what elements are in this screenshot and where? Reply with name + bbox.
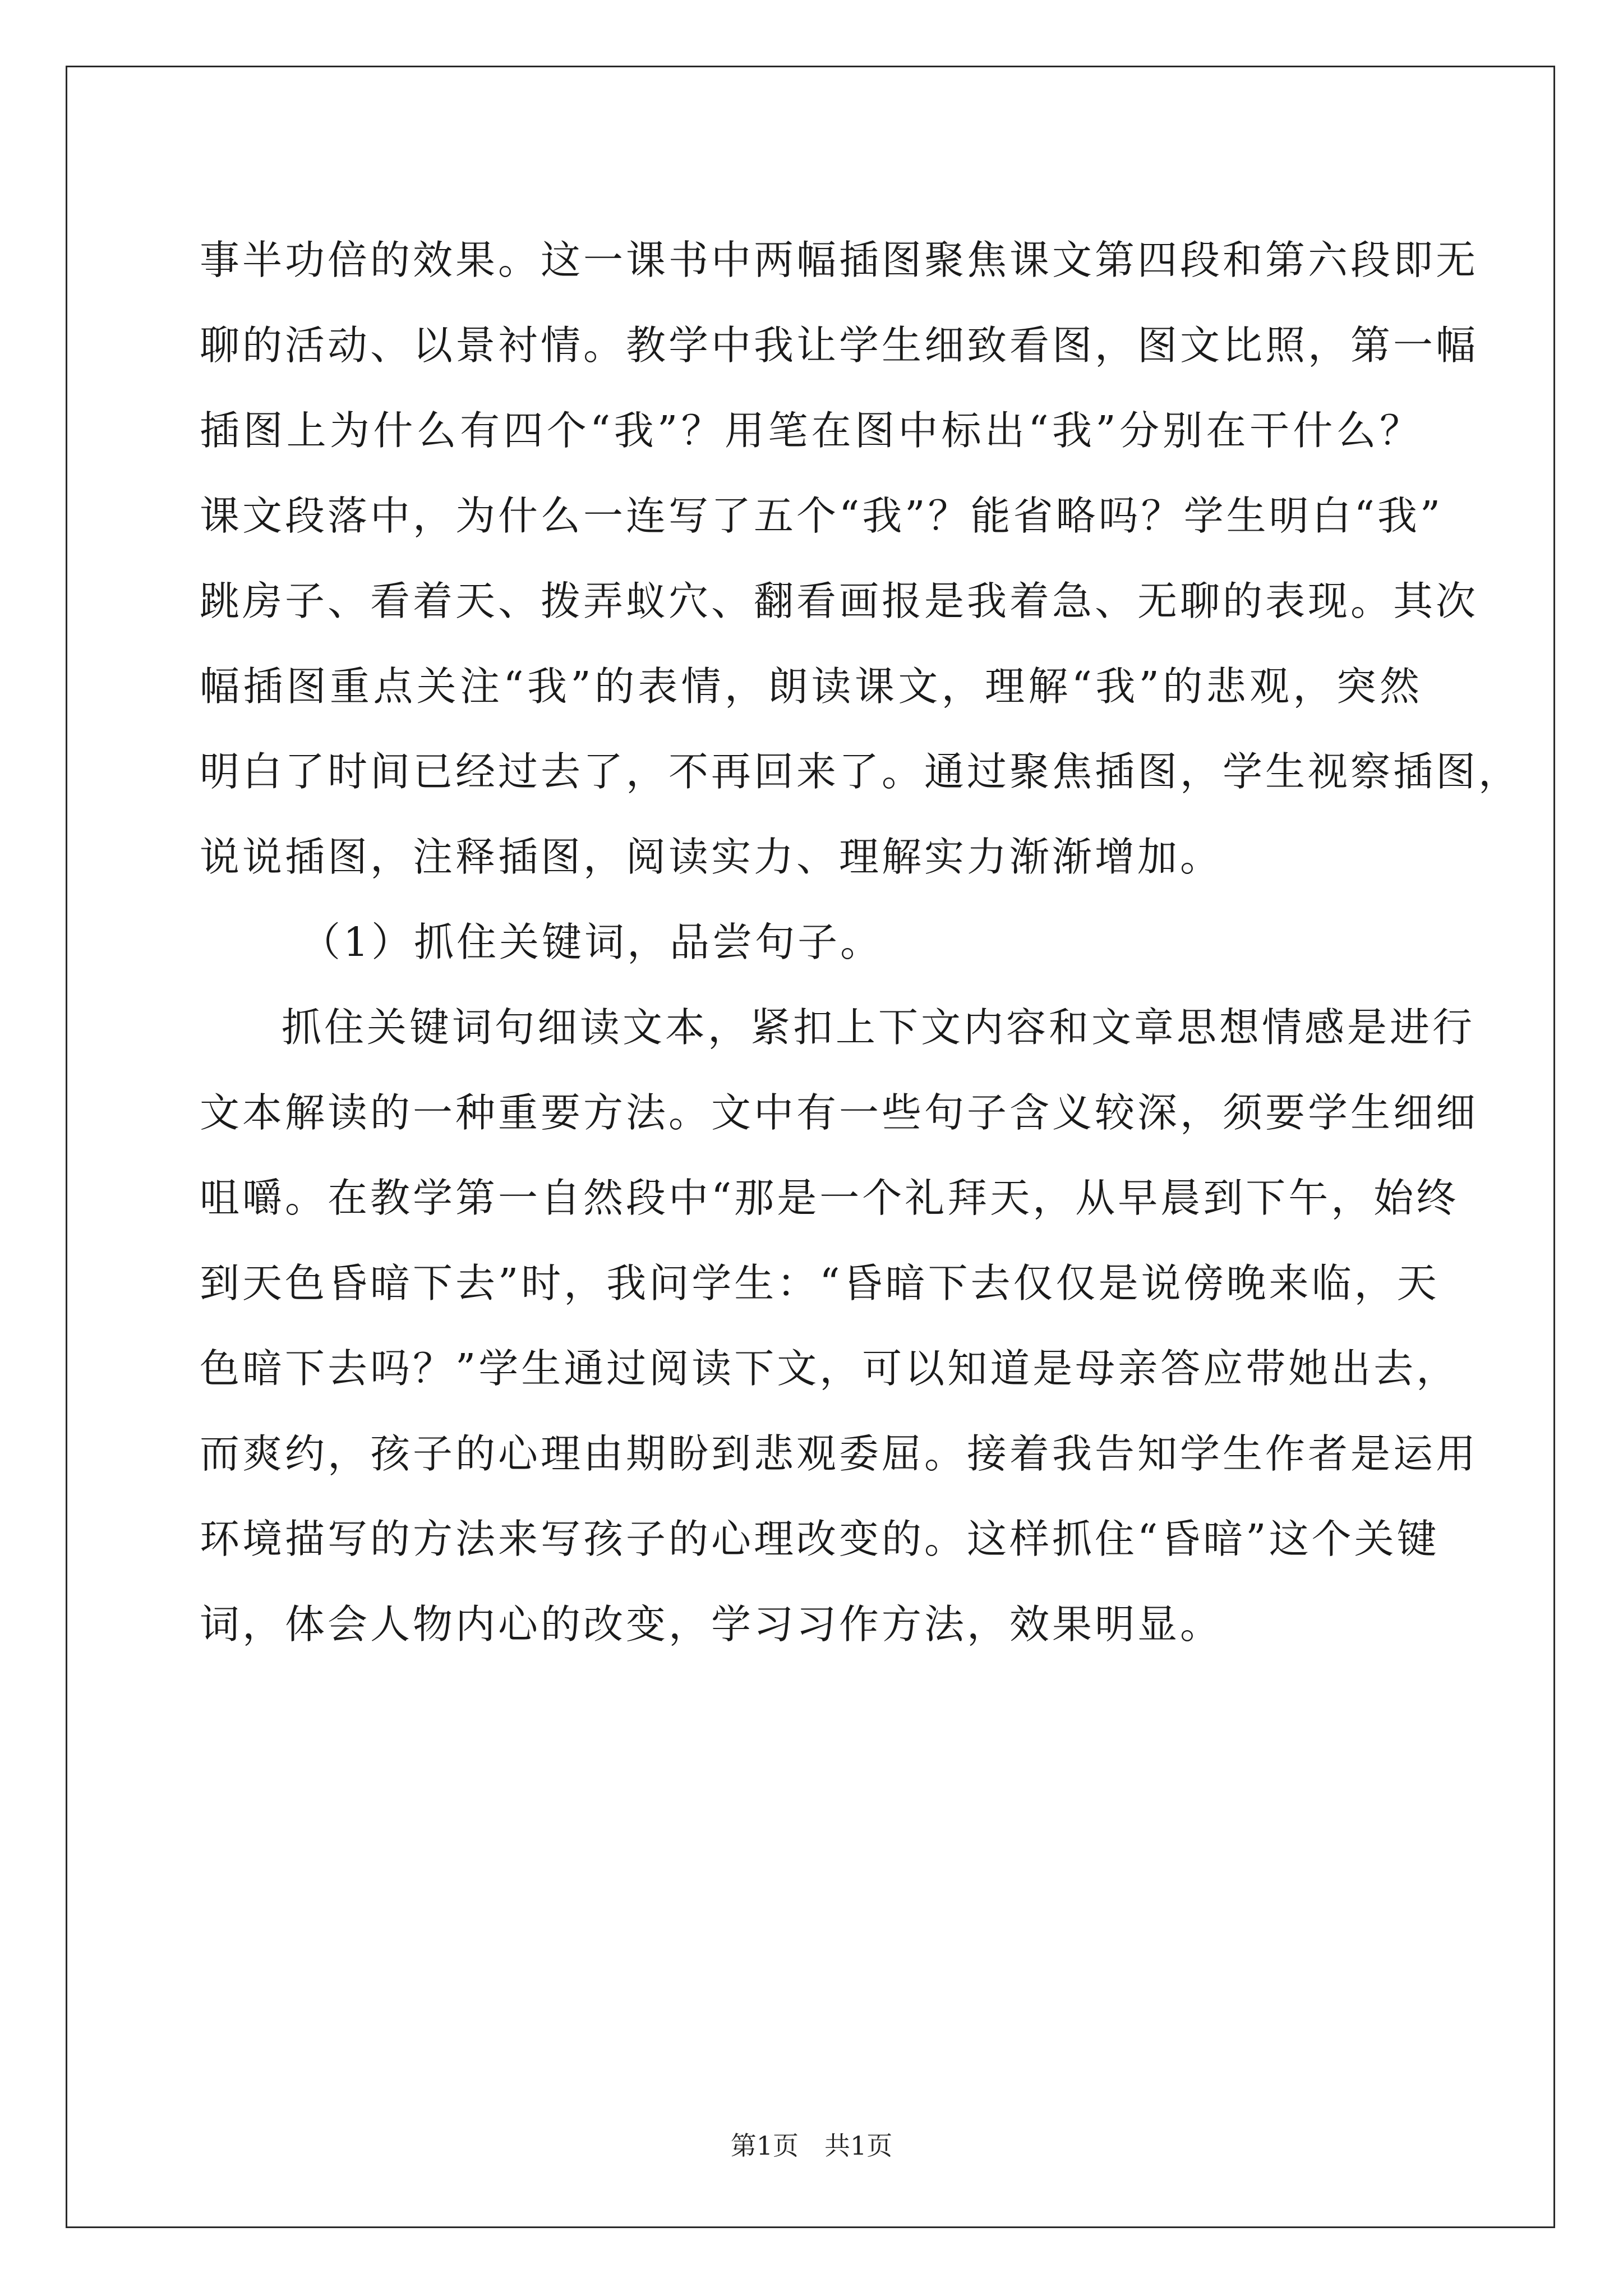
text-line-7: 明白了时间已经过去了，不再回来了。通过聚焦插图，学生视察插图， bbox=[200, 748, 1521, 795]
text-line-3: 插图上为什么有四个“我”？用笔在图中标出“我”分别在干什么？ bbox=[200, 407, 1422, 454]
text-line-16: 环境描写的方法来写孩子的心理改变的。这样抓住“昏暗”这个关键 bbox=[200, 1516, 1440, 1562]
text-line-14: 色暗下去吗？”学生通过阅读下文，可以知道是母亲答应带她出去， bbox=[200, 1345, 1459, 1392]
text-line-4: 课文段落中，为什么一连写了五个“我”？能省略吗？学生明白“我” bbox=[200, 493, 1444, 539]
section-heading: （1）抓住关键词，品尝句子。 bbox=[301, 919, 883, 965]
text-line-2: 聊的活动、以景衬情。教学中我让学生细致看图，图文比照，第一幅 bbox=[200, 322, 1479, 369]
page-number-label: 第1页 共1页 bbox=[730, 2131, 893, 2161]
text-line-10: 抓住关键词句细读文本，紧扣上下文内容和文章思想情感是进行 bbox=[282, 1004, 1476, 1051]
document-body bbox=[200, 218, 1521, 1667]
page-footer bbox=[0, 2129, 1623, 2162]
text-line-1: 事半功倍的效果。这一课书中两幅插图聚焦课文第四段和第六段即无 bbox=[200, 237, 1479, 283]
text-line-8: 说说插图，注释插图，阅读实力、理解实力渐渐增加。 bbox=[200, 834, 1223, 880]
text-line-11: 文本解读的一种重要方法。文中有一些句子含义较深，须要学生细细 bbox=[200, 1089, 1479, 1136]
text-line-17: 词，体会人物内心的改变，学习习作方法，效果明显。 bbox=[200, 1601, 1223, 1648]
text-line-12: 咀嚼。在教学第一自然段中“那是一个礼拜天，从早晨到下午，始终 bbox=[200, 1175, 1459, 1221]
text-line-6: 幅插图重点关注“我”的表情，朗读课文，理解“我”的悲观，突然 bbox=[200, 663, 1422, 710]
text-line-5: 跳房子、看着天、拨弄蚁穴、翻看画报是我着急、无聊的表现。其次 bbox=[200, 578, 1479, 624]
text-line-15: 而爽约，孩子的心理由期盼到悲观委屈。接着我告知学生作者是运用 bbox=[200, 1430, 1479, 1477]
text-line-13: 到天色昏暗下去”时，我问学生：“昏暗下去仅仅是说傍晚来临，天 bbox=[200, 1260, 1440, 1306]
